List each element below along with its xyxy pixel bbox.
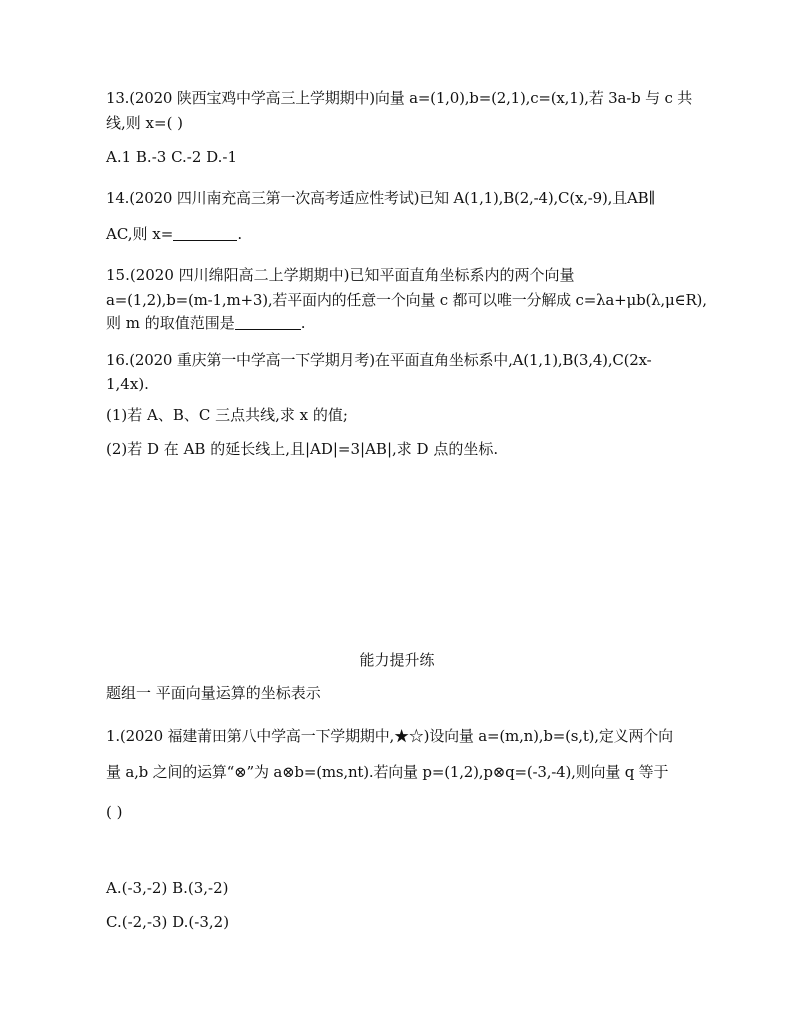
- q1-answer-paren: ( ): [106, 803, 123, 821]
- q13-options: A.1 B.-3 C.-2 D.-1: [106, 148, 238, 166]
- q15-stem-line3: [106, 313, 306, 333]
- q14-line2-suffix: .: [237, 225, 243, 243]
- q15-answer-blank[interactable]: [235, 314, 301, 330]
- q1-stem-line1: 1.(2020 福建莆田第八中学高一下学期期中,★☆)设向量 a=(m,n),b=(s,t),定义两个向: [106, 727, 673, 745]
- q16-stem-line2: 1,4x).: [106, 375, 149, 393]
- q13-stem-line2: 线,则 x=( ): [106, 114, 184, 132]
- section-title: 能力提升练: [359, 651, 435, 669]
- q14-line2-prefix: AC,则 x=: [106, 225, 174, 243]
- q15-stem-line2: a=(1,2),b=(m-1,m+3),若平面内的任意一个向量 c 都可以唯一分解成 c=λa+μb(λ,μ∈R),: [106, 291, 707, 309]
- q16-stem-line1: 16.(2020 重庆第一中学高一下学期月考)在平面直角坐标系中,A(1,1),B(3,4),C(2x-: [106, 351, 652, 369]
- q15-line3-suffix: .: [300, 314, 306, 332]
- q15-stem-line1: 15.(2020 四川绵阳高二上学期期中)已知平面直角坐标系内的两个向量: [106, 266, 575, 284]
- q1-options-row1: A.(-3,-2) B.(3,-2): [106, 879, 229, 897]
- q16-part1: (1)若 A、B、C 三点共线,求 x 的值;: [106, 406, 348, 424]
- question-group-heading: 题组一 平面向量运算的坐标表示: [106, 684, 321, 702]
- q1-options-row2: C.(-2,-3) D.(-3,2): [106, 913, 230, 931]
- q16-part2: (2)若 D 在 AB 的延长线上,且|AD|=3|AB|,求 D 点的坐标.: [106, 440, 499, 458]
- q14-answer-blank[interactable]: [173, 225, 237, 241]
- q13-stem-line1: 13.(2020 陕西宝鸡中学高三上学期期中)向量 a=(1,0),b=(2,1),c=(x,1),若 3a-b 与 c 共: [106, 89, 693, 107]
- q14-stem-line1: 14.(2020 四川南充高三第一次高考适应性考试)已知 A(1,1),B(2,-4),C(x,-9),且AB∥: [106, 189, 656, 207]
- q15-line3-prefix: 则 m 的取值范围是: [106, 314, 235, 332]
- q14-stem-line2: [106, 224, 242, 244]
- q1-stem-line2: 量 a,b 之间的运算“⊗”为 a⊗b=(ms,nt).若向量 p=(1,2),p⊗q=(-3,-4),则向量 q 等于: [106, 763, 669, 781]
